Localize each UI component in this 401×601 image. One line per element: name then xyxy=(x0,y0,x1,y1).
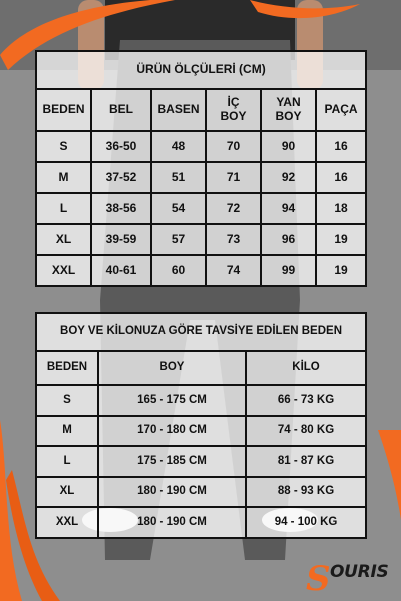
table-header-row xyxy=(36,351,366,385)
value-cell: 99 xyxy=(261,255,316,286)
size-label-cell: XL xyxy=(36,477,98,508)
value-cell: 19 xyxy=(316,224,366,255)
table-title-row xyxy=(36,51,366,89)
table-header-row xyxy=(36,89,366,131)
value-cell: 74 - 80 KG xyxy=(246,416,366,447)
header-cell: KİLO xyxy=(246,351,366,385)
recommended-size-table xyxy=(35,312,367,539)
value-cell: 37-52 xyxy=(91,162,151,193)
value-cell: 71 xyxy=(206,162,261,193)
value-cell: 96 xyxy=(261,224,316,255)
value-cell: 16 xyxy=(316,162,366,193)
table-row xyxy=(36,446,366,477)
value-cell: 94 xyxy=(261,193,316,224)
header-cell: BEL xyxy=(91,89,151,131)
table-row xyxy=(36,162,366,193)
value-cell: 48 xyxy=(151,131,206,162)
size-label-cell: XL xyxy=(36,224,91,255)
value-cell: 60 xyxy=(151,255,206,286)
size-label-cell: L xyxy=(36,446,98,477)
table-row xyxy=(36,255,366,286)
value-cell: 51 xyxy=(151,162,206,193)
table-row xyxy=(36,477,366,508)
value-cell: 70 xyxy=(206,131,261,162)
value-cell: 36-50 xyxy=(91,131,151,162)
size-label-cell: M xyxy=(36,416,98,447)
value-cell: 39-59 xyxy=(91,224,151,255)
size-label-cell: L xyxy=(36,193,91,224)
value-cell: 19 xyxy=(316,255,366,286)
value-cell: 165 - 175 CM xyxy=(98,385,246,416)
value-cell: 81 - 87 KG xyxy=(246,446,366,477)
value-cell: 66 - 73 KG xyxy=(246,385,366,416)
table-title: BOY VE KİLONUZA GÖRE TAVSİYE EDİLEN BEDEN xyxy=(36,313,366,351)
value-cell: 73 xyxy=(206,224,261,255)
value-cell: 18 xyxy=(316,193,366,224)
logo-text: OURIS xyxy=(330,562,389,582)
header-cell: YAN BOY xyxy=(261,89,316,131)
size-label-cell: XXL xyxy=(36,507,98,538)
table-row xyxy=(36,385,366,416)
table-row xyxy=(36,224,366,255)
table-row xyxy=(36,193,366,224)
table-row xyxy=(36,131,366,162)
value-cell: 54 xyxy=(151,193,206,224)
value-cell: 175 - 185 CM xyxy=(98,446,246,477)
value-cell: 170 - 180 CM xyxy=(98,416,246,447)
value-cell: 74 xyxy=(206,255,261,286)
header-cell: BOY xyxy=(98,351,246,385)
size-label-cell: XXL xyxy=(36,255,91,286)
value-cell: 72 xyxy=(206,193,261,224)
size-label-cell: M xyxy=(36,162,91,193)
value-cell: 88 - 93 KG xyxy=(246,477,366,508)
value-cell: 92 xyxy=(261,162,316,193)
table-row xyxy=(36,507,366,538)
value-cell: 90 xyxy=(261,131,316,162)
header-cell: BASEN xyxy=(151,89,206,131)
value-cell: 180 - 190 CM xyxy=(98,477,246,508)
logo-initial: S xyxy=(306,560,331,594)
product-measurements-table xyxy=(35,50,367,287)
size-label-cell: S xyxy=(36,385,98,416)
value-cell: 16 xyxy=(316,131,366,162)
header-cell: İÇ BOY xyxy=(206,89,261,131)
value-cell: 38-56 xyxy=(91,193,151,224)
table-title: ÜRÜN ÖLÇÜLERİ (CM) xyxy=(36,51,366,89)
header-cell: PAÇA xyxy=(316,89,366,131)
header-cell: BEDEN xyxy=(36,351,98,385)
value-cell: 180 - 190 CM xyxy=(98,507,246,538)
size-label-cell: S xyxy=(36,131,91,162)
table-title-row xyxy=(36,313,366,351)
value-cell: 40-61 xyxy=(91,255,151,286)
value-cell: 57 xyxy=(151,224,206,255)
table-row xyxy=(36,416,366,447)
value-cell: 94 - 100 KG xyxy=(246,507,366,538)
header-cell: BEDEN xyxy=(36,89,91,131)
